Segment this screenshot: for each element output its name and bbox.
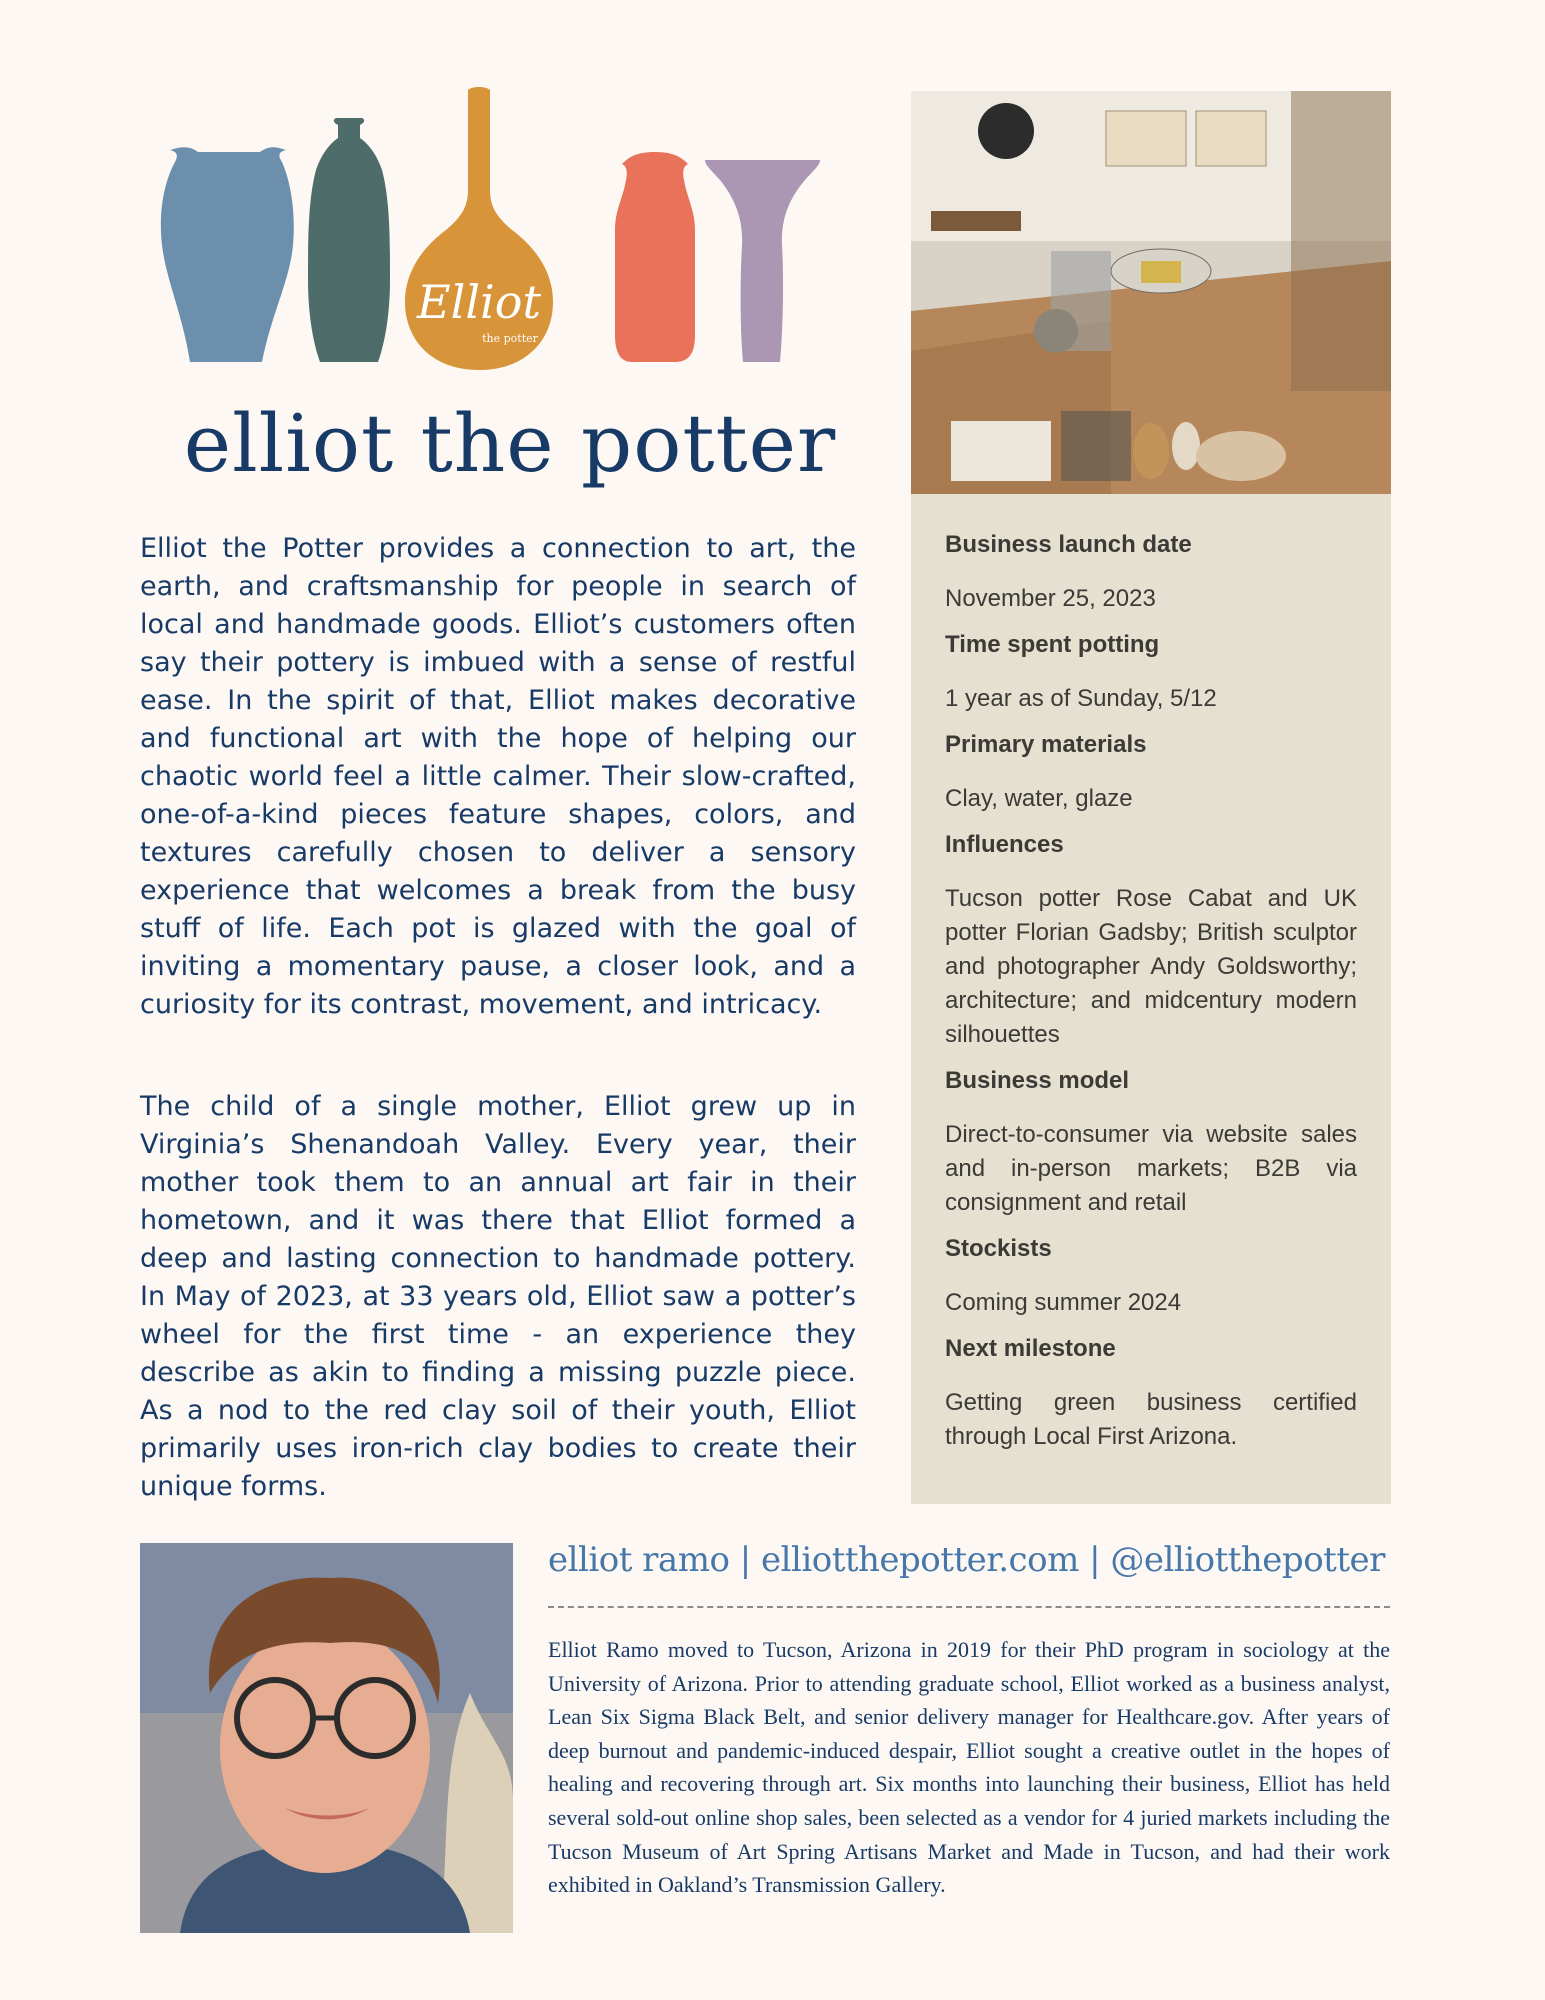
fact-item — [945, 1066, 1357, 1220]
fact-value: Tucson potter Rose Cabat and UK potter Florian Gadsby; British sculptor and photographer Andy Goldsworthy; architecture; and midcentury modern silhouettes — [945, 885, 1357, 1048]
fact-item — [945, 1234, 1357, 1320]
fact-item — [945, 630, 1357, 716]
fact-value: Clay, water, glaze — [945, 785, 1133, 812]
fact-label: Next milestone — [945, 1335, 1116, 1362]
logo-script-text: Elliot — [417, 275, 541, 329]
fact-item — [945, 830, 1357, 1052]
facts-panel — [911, 494, 1391, 1504]
vase-blue — [161, 147, 294, 362]
fact-label: Business model — [945, 1067, 1130, 1094]
fact-value: Direct-to-consumer via website sales and in-person markets; B2B via consignment and retail — [945, 1121, 1357, 1216]
fact-label: Primary materials — [945, 731, 1147, 758]
logo-sub-text: the potter — [482, 332, 538, 345]
intro-paragraph-2: The child of a single mother, Elliot grew up in Virginia’s Shenandoah Valley. Every year, their mother took them to an annual art fair in their hometown, and it was there that Elliot formed a deep and lasting connection to handmade pottery. In May of 2023, at 33 years old, Elliot saw a potter’s wheel for the first time - an experience they describe as akin to finding a missing puzzle piece. As a nod to the red clay soil of their youth, Elliot primarily uses iron-rich clay bodies to create their unique forms. — [140, 1091, 856, 1502]
logo-vases — [150, 80, 860, 380]
fact-label: Business launch date — [945, 531, 1192, 558]
bio-paragraph: Elliot Ramo moved to Tucson, Arizona in 2019 for their PhD program in sociology at the University of Arizona. Prior to attending graduate school, Elliot worked as a business analyst, Lean Six Sigma Black Belt, and senior delivery manager for Healthcare.gov. After years of deep burnout and pandemic-induced despair, Elliot sought a creative outlet in the hopes of healing and recovering through art. Six months into launching their business, Elliot has held several sold-out online shop sales, been selected as a vendor for 4 juried markets including the Tucson Museum of Art Spring Artisans Market and Made in Tucson, and had their work exhibited in Oakland’s Transmission Gallery. — [548, 1637, 1390, 1898]
fact-label: Time spent potting — [945, 631, 1160, 658]
vase-coral — [615, 152, 695, 362]
contact-line: elliot ramo | elliotthepotter.com | @elliotthepotter — [548, 1540, 1385, 1580]
fact-value: November 25, 2023 — [945, 585, 1156, 612]
page-title: elliot the potter — [183, 397, 837, 490]
dashed-divider — [548, 1606, 1390, 1608]
intro-paragraph-1: Elliot the Potter provides a connection to art, the earth, and craftsmanship for people in search of local and handmade goods. Elliot’s customers often say their pottery is imbued with a sense of restful ease. In the spirit of that, Elliot makes decorative and functional art with the hope of helping our chaotic world feel a little calmer. Their slow-crafted, one-of-a-kind pieces feature shapes, colors, and textures carefully chosen to deliver a sensory experience that welcomes a break from the busy stuff of life. Each pot is glazed with the goal of inviting a momentary pause, a closer look, and a curiosity for its contrast, movement, and intricacy. — [140, 533, 856, 1020]
fact-value: 1 year as of Sunday, 5/12 — [945, 685, 1217, 712]
fact-value: Coming summer 2024 — [945, 1289, 1182, 1316]
portrait-photo — [140, 1543, 513, 1933]
fact-label: Influences — [945, 831, 1064, 858]
fact-item — [945, 730, 1357, 816]
fact-value: Getting green business certified through Local First Arizona. — [945, 1389, 1357, 1450]
vase-lilac — [705, 160, 820, 362]
fact-item — [945, 1334, 1357, 1454]
fact-label: Stockists — [945, 1235, 1052, 1262]
vase-teal — [308, 118, 390, 362]
fact-item — [945, 530, 1357, 616]
studio-photo — [911, 91, 1391, 494]
